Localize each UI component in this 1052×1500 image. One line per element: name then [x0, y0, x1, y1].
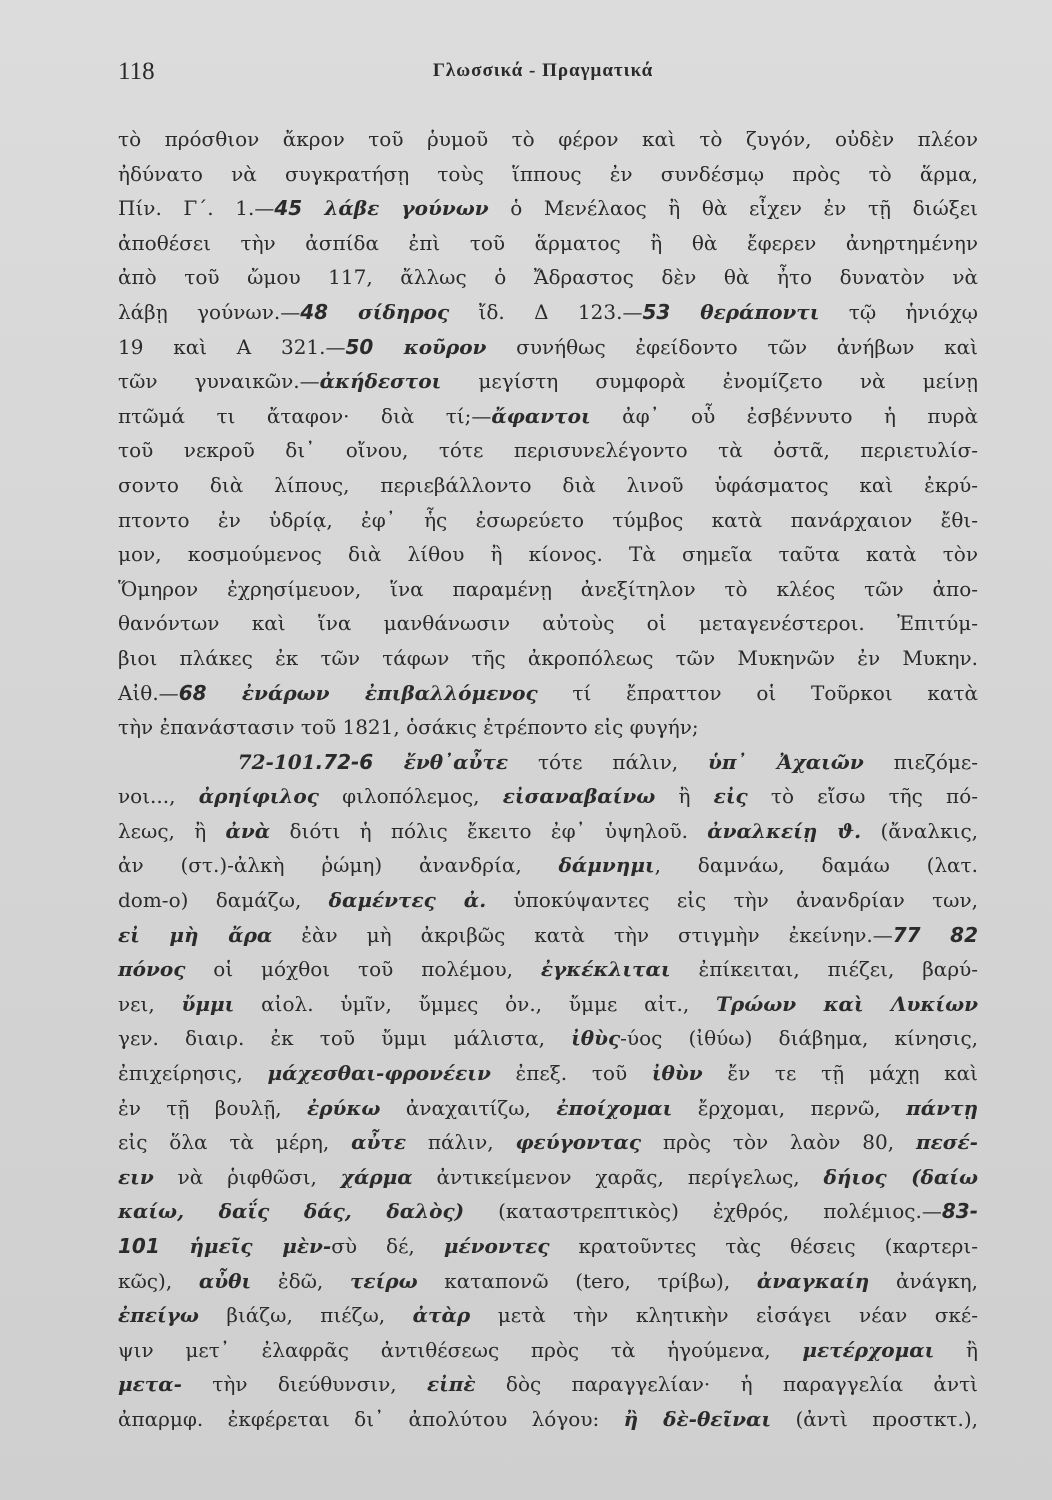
- text-line: [118, 676, 978, 711]
- verse-reference: 45: [274, 196, 303, 221]
- gloss-text: -ύος (ἰθύω) διάβημα, κίνησις,: [620, 1026, 978, 1051]
- gloss-text: Πίν. Γ΄. 1.—: [118, 196, 275, 221]
- text-line: [118, 1229, 978, 1264]
- lemma-term: πάντῃ: [906, 1095, 978, 1120]
- gloss-text: βιάζω, πιέζω,: [198, 1303, 413, 1328]
- gloss-text: ψιν μετ᾽ ἐλαφρᾶς ἀντιθέσεως πρὸς τὰ ἡγούμενα,: [118, 1337, 803, 1362]
- gloss-text: Ὅμηρον ἐχρησίμευον, ἵνα παραμένῃ ἀνεξίτηλον τὸ κλέος τῶν ἀπο-: [118, 576, 978, 601]
- text-line: [118, 1125, 978, 1160]
- commentary-text: [118, 122, 978, 1437]
- lemma-term: ειν: [118, 1164, 154, 1189]
- gloss-text: τὴν ἐπανάστασιν τοῦ 1821, ὁσάκις ἐτρέποντο εἰς φυγήν;: [118, 715, 699, 740]
- text-line: [118, 814, 978, 849]
- text-line: [118, 883, 978, 918]
- gloss-text: ἀν (στ.)-ἀλκὴ ῥώμη) ἀνανδρία,: [118, 853, 559, 878]
- lemma-term: εἰς: [713, 784, 748, 809]
- text-line: [118, 745, 978, 780]
- lemma-term: ἰθὺν: [651, 1061, 703, 1086]
- lemma-term: μετέρχομαι: [802, 1337, 935, 1362]
- gloss-text: βιοι πλάκες ἐκ τῶν τάφων τῆς ἀκροπόλεως τῶν Μυκηνῶν ἐν Μυκην.: [118, 645, 978, 670]
- text-line: [118, 191, 978, 226]
- gloss-text: κρατοῦντες τὰς θέσεις (καρτερι-: [549, 1234, 978, 1258]
- gloss-text: ἔρχομαι, περνῶ,: [672, 1095, 907, 1120]
- lemma-term: τείρω: [349, 1268, 418, 1293]
- page-number: 118: [118, 58, 155, 85]
- text-line: [118, 295, 978, 330]
- gloss-text: 19 καὶ Α 321.—: [118, 334, 346, 359]
- text-line: [118, 848, 978, 883]
- text-line: [118, 226, 978, 261]
- gloss-text: Αἰθ.—: [118, 680, 179, 705]
- gloss-text: καταπονῶ (tero, τρίβω),: [417, 1268, 757, 1293]
- text-line: [118, 157, 978, 192]
- lemma-term: δάμνημι: [558, 853, 655, 878]
- verse-reference: 77 82: [892, 922, 978, 947]
- gloss-text: τὸ πρόσθιον ἄκρον τοῦ ῥυμοῦ τὸ φέρον καὶ τὸ ζυγόν, οὐδὲν πλέον: [118, 127, 978, 151]
- gloss-text: νὰ ῥιφθῶσι,: [153, 1164, 341, 1189]
- gloss-text: πτοντο ἐν ὑδρίᾳ, ἐφ᾽ ἧς ἐσωρεύετο τύμβος κατὰ πανάρχαιον ἔθι-: [118, 507, 978, 532]
- lemma-term: κοῦρον: [373, 334, 487, 359]
- lemma-term: ἀκήδεστοι: [319, 369, 442, 394]
- text-line: [118, 122, 978, 157]
- lemma-term: μετα-: [118, 1372, 182, 1397]
- text-line: [118, 1333, 978, 1368]
- text-line: [118, 1194, 978, 1229]
- gloss-text: ἀνάγκη,: [869, 1268, 979, 1293]
- text-line: [118, 1264, 978, 1299]
- text-line: [118, 710, 978, 745]
- gloss-text: ἢ: [934, 1337, 978, 1362]
- gloss-text: ἀντικείμενον χαρᾶς, περίγελως,: [412, 1164, 824, 1189]
- text-line: [118, 399, 978, 434]
- text-line: [118, 1160, 978, 1195]
- lemma-term: λάβε γούνων: [302, 196, 489, 221]
- lemma-term: Τρώων καὶ Λυκίων: [716, 991, 978, 1016]
- gloss-text: dom-o) δαμάζω,: [118, 888, 329, 913]
- lemma-term: ἐποίχομαι: [556, 1095, 673, 1120]
- gloss-text: ἠδύνατο νὰ συγκρατήσῃ τοὺς ἵππους ἐν συνδέσμῳ πρὸς τὸ ἅρμα,: [118, 161, 978, 186]
- gloss-text: τὴν διεύθυνσιν,: [181, 1372, 427, 1397]
- lemma-term: μένοντες: [443, 1234, 550, 1258]
- verse-reference: 48: [300, 299, 329, 324]
- gloss-text: λεως, ἢ: [118, 818, 226, 843]
- lemma-term: χάρμα: [340, 1164, 413, 1189]
- gloss-text: σὺ δέ,: [331, 1234, 444, 1258]
- lemma-term: ἄφαντοι: [491, 403, 591, 428]
- lemma-term: ἀναγκαίη: [756, 1268, 870, 1293]
- gloss-text: ἐπίκειται, πιέζει, βαρύ-: [670, 957, 978, 982]
- gloss-text: θανόντων καὶ ἵνα μανθάνωσιν αὐτοὺς οἱ μεταγενέστεροι. Ἐπιτύμ-: [118, 611, 978, 636]
- gloss-text: τί ἔπραττον οἱ Τοῦρκοι κατὰ: [537, 680, 978, 705]
- gloss-text: (καταστρεπτικὸς) ἐχθρός, πολέμιος.—: [464, 1199, 942, 1224]
- gloss-text: σοντο διὰ λίπους, περιεβάλλοντο διὰ λινοῦ ὑφάσματος καὶ ἐκρύ-: [118, 472, 978, 497]
- gloss-text: πιεζόμε-: [863, 749, 978, 774]
- gloss-text: ἀποθέσει τὴν ἀσπίδα ἐπὶ τοῦ ἅρματος ἢ θὰ ἔφερεν ἀνηρτημένην: [118, 230, 978, 255]
- text-line: [118, 572, 978, 607]
- text-line: [118, 260, 978, 295]
- gloss-text: κῶς),: [118, 1268, 199, 1293]
- gloss-text: νοι...,: [118, 784, 199, 809]
- lemma-term: αὖθι: [198, 1268, 252, 1293]
- gloss-text: νει,: [118, 991, 182, 1016]
- gloss-text: ἔν τε τῇ μάχῃ καὶ: [702, 1061, 978, 1086]
- text-line: [118, 1367, 978, 1402]
- running-title: Γλωσσικά - Πραγματικά: [432, 60, 654, 81]
- text-line: [118, 1091, 978, 1126]
- gloss-text: τῶν γυναικῶν.—: [118, 369, 320, 394]
- lemma-term: ἢ δὲ-θεῖναι: [623, 1406, 772, 1431]
- text-line: [118, 468, 978, 503]
- lemma-term: μάχεσθαι-φρονέειν: [267, 1061, 491, 1086]
- lemma-term: πόνος: [118, 957, 186, 982]
- lemma-term: ὑπ᾽ Ἀχαιῶν: [708, 749, 864, 774]
- gloss-text: , δαμνάω, δαμάω (λατ.: [654, 853, 978, 878]
- text-line: [118, 952, 978, 987]
- verse-reference: 101: [118, 1234, 160, 1258]
- verse-reference: 50: [345, 334, 374, 359]
- gloss-text: τότε πάλιν,: [508, 749, 709, 774]
- gloss-text: ἴδ. Δ 123.—: [449, 299, 643, 324]
- gloss-text: τοῦ νεκροῦ δι᾽ οἴνου, τότε περισυνελέγοντο τὰ ὀστᾶ, περιετυλίσ-: [118, 438, 978, 463]
- gloss-text: συνήθως ἐφείδοντο τῶν ἀνήβων καὶ: [486, 334, 979, 359]
- lemma-term: 72-101: [237, 749, 316, 774]
- lemma-term: ἐπείγω: [118, 1303, 199, 1328]
- lemma-term: εἰπὲ: [426, 1372, 476, 1397]
- gloss-text: ἀναχαιτίζω,: [380, 1095, 557, 1120]
- lemma-term: ἀναλκείῃ ϑ.: [707, 818, 862, 843]
- lemma-term: θεράποντι: [670, 299, 820, 324]
- verse-reference: 53: [642, 299, 671, 324]
- gloss-text: ὑποκύψαντες εἰς τὴν ἀνανδρίαν των,: [486, 888, 978, 913]
- gloss-text: αἰολ. ὑμῖν, ὔμμες ὀν., ὔμμε αἰτ.,: [234, 991, 717, 1016]
- gloss-text: ἀφ᾽ οὗ ἐσβέννυτο ἡ πυρὰ: [590, 403, 979, 428]
- gloss-text: ἐν τῇ βουλῇ,: [118, 1095, 308, 1120]
- text-line: [118, 330, 978, 365]
- text-line: [118, 1298, 978, 1333]
- gloss-text: γεν. διαιρ. ἐκ τοῦ ὔμμι μάλιστα,: [118, 1026, 572, 1051]
- gloss-text: δὸς παραγγελίαν· ἡ παραγγελία ἀντὶ: [475, 1372, 978, 1397]
- text-line: [118, 987, 978, 1022]
- gloss-text: ἀπὸ τοῦ ὤμου 117, ἄλλως ὁ Ἄδραστος δὲν θὰ ἦτο δυνατὸν νὰ: [118, 265, 978, 290]
- lemma-term: δήιος (δαίω: [823, 1164, 979, 1189]
- text-line: [118, 537, 978, 572]
- lemma-term: εἰσαναβαίνω: [502, 784, 656, 809]
- lemma-term: ἐρύκω: [307, 1095, 381, 1120]
- text-line: [118, 433, 978, 468]
- gloss-text: διότι ἡ πόλις ἔκειτο ἐφ᾽ ὑψηλοῦ.: [270, 818, 708, 843]
- gloss-text: μον, κοσμούμενος διὰ λίθου ἢ κίονος. Τὰ σημεῖα ταῦτα κατὰ τὸν: [118, 542, 978, 567]
- gloss-text: μετὰ τὴν κλητικὴν εἰσάγει νέαν σκέ-: [470, 1303, 978, 1328]
- gloss-text: φιλοπόλεμος,: [318, 784, 503, 809]
- gloss-text: πάλιν,: [406, 1130, 516, 1155]
- text-line: [118, 364, 978, 399]
- gloss-text: ἐὰν μὴ ἀκριβῶς κατὰ τὴν στιγμὴν ἐκείνην.—: [272, 922, 893, 947]
- gloss-text: (ἄναλκις,: [861, 818, 978, 843]
- verse-reference: 83-: [941, 1199, 978, 1224]
- gloss-text: τὸ εἴσω τῆς πό-: [747, 784, 979, 809]
- gloss-text: ἐδῶ,: [251, 1268, 350, 1293]
- lemma-term: φεύγοντας: [515, 1130, 642, 1155]
- lemma-term: ἀρηίφιλος: [198, 784, 319, 809]
- text-line: [118, 1056, 978, 1091]
- lemma-term: καίω, δαΐς δάς, δαλὸς): [118, 1199, 465, 1224]
- lemma-term: σίδηρος: [328, 299, 450, 324]
- lemma-term: εἰ μὴ ἄρα: [118, 922, 273, 947]
- text-line: [118, 503, 978, 538]
- lemma-term: ἔνθ᾽αὖτε: [373, 749, 509, 774]
- lemma-term: ἐνάρων ἐπιβαλλόμενος: [206, 680, 538, 705]
- gloss-text: εἰς ὅλα τὰ μέρη,: [118, 1130, 352, 1155]
- gloss-text: μεγίστη συμφορὰ ἐνομίζετο νὰ μείνῃ: [441, 369, 978, 394]
- text-line: [118, 641, 978, 676]
- gloss-text: (ἀντὶ προστκτ.),: [771, 1406, 978, 1431]
- lemma-term: αὖτε: [351, 1130, 407, 1155]
- gloss-text: πτῶμά τι ἄταφον· διὰ τί;—: [118, 403, 492, 428]
- verse-reference: .72-6: [315, 749, 374, 774]
- gloss-text: ἐπιχείρησις,: [118, 1061, 268, 1086]
- text-line: [118, 779, 978, 814]
- lemma-term: ἐγκέκλιται: [540, 957, 671, 982]
- lemma-term: ἡμεῖς μὲν-: [159, 1234, 332, 1258]
- text-line: [118, 918, 978, 953]
- lemma-term: ἀνὰ: [225, 818, 271, 843]
- gloss-text: ἢ: [655, 784, 714, 809]
- lemma-term: ἰθὺς: [571, 1026, 621, 1051]
- gloss-text: [118, 750, 238, 774]
- text-line: [118, 606, 978, 641]
- page-header: [118, 58, 968, 94]
- gloss-text: ὁ Μενέλαος ἢ θὰ εἶχεν ἐν τῇ διώξει: [488, 196, 978, 221]
- lemma-term: ἀτὰρ: [412, 1303, 471, 1328]
- gloss-text: λάβῃ γούνων.—: [118, 299, 301, 324]
- gloss-text: ἐπεξ. τοῦ: [490, 1061, 652, 1086]
- lemma-term: δαμέντες ἀ.: [328, 888, 487, 913]
- lemma-term: πεσέ-: [915, 1130, 978, 1155]
- gloss-text: οἱ μόχθοι τοῦ πολέμου,: [185, 957, 541, 982]
- text-line: [118, 1021, 978, 1056]
- gloss-text: τῷ ἡνιόχῳ: [819, 299, 978, 324]
- gloss-text: ἀπαρμφ. ἐκφέρεται δι᾽ ἀπολύτου λόγου:: [118, 1406, 624, 1431]
- lemma-term: ὔμμι: [181, 991, 235, 1016]
- verse-reference: 68: [178, 680, 207, 705]
- text-line: [118, 1402, 978, 1437]
- gloss-text: πρὸς τὸν λαὸν 80,: [641, 1130, 916, 1155]
